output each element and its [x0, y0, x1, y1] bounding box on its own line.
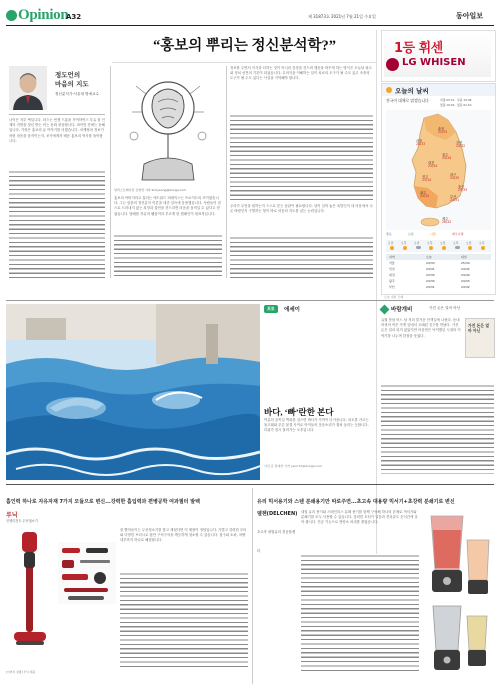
table-cell-tomorrow: 24/34 [461, 273, 470, 277]
closing-paragraph: 우리가 무엇을 원하는지 스스로 묻는 습관이 필요합니다. 남이 심어 놓은 욕망인지 내 마음에서 나온 바람인지 구별하는 힘이 바로 마음의 지도를 읽는 능력입니다. [230, 204, 373, 214]
legend-item: 좋음 [386, 232, 392, 236]
table-row [386, 285, 491, 290]
city-temp: 24/32 [456, 144, 466, 148]
lunic-headline: 흡인력 하나로 자유자재 7가지 모듈으로 변신...강력한 흡입력과 편병공학 여과필터 발렉 [6, 499, 200, 505]
table-cell-tomorrow: 24/32 [461, 267, 470, 271]
vacuum-product-image [6, 528, 54, 668]
author-portrait-svg [9, 66, 47, 110]
city-label: 대전 [428, 161, 435, 165]
table-cell-tomorrow: 24/32 [461, 285, 470, 289]
essay-text [264, 304, 372, 480]
lunic-headline-box [6, 488, 248, 508]
city-temp: 24/33 [416, 142, 426, 146]
forecast-slot: 오전 [466, 241, 472, 245]
city-temp: 23/34 [422, 178, 432, 182]
forecast-slot: 오후 [453, 241, 459, 245]
section-logo-text: Opinion [18, 7, 69, 23]
lunic-lines [120, 572, 248, 670]
pinwheel-icon [380, 305, 390, 315]
legend-item: 나쁨 [430, 232, 436, 236]
essay-tag-row [264, 304, 372, 316]
essay-photo-svg [6, 304, 260, 480]
delchen-brand: 델첸(DELCHEN) [257, 511, 298, 517]
forecast-slot: 오후 [401, 241, 407, 245]
column-text-right [230, 66, 373, 278]
essay-tag: 포토 [264, 305, 278, 313]
body-lines-2 [114, 234, 222, 278]
column-text-left [9, 118, 105, 278]
delchen-headline-box [257, 488, 494, 508]
body-paragraph: 홍보의 아버지라고 불리는 에드워드 버네이스는 프로이트의 조카였습니다. 그는 삼촌의 정신분석 이론을 대중 설득에 응용했습니다. 사람들이 겉으로 드러내지 않는 욕망과 불안을 건드리면 마음을 움직일 수 있다고 믿었습니다. 담배를 자유의 횃불이라 부르게 한 캠페인이 대표적입니다. [114, 196, 221, 216]
forecast-cloud-icon [416, 246, 421, 249]
table-header [386, 254, 491, 260]
table-cell-city: 부산 [389, 285, 395, 289]
body-lines-1 [9, 170, 105, 278]
blender-svg [423, 510, 494, 676]
table-cell-city: 광주 [389, 279, 395, 283]
table-cell-city: 서울 [389, 261, 395, 265]
photo-credit: 일러스트레이션 김영연 기자 kimyeong@donga.com [114, 188, 187, 192]
lunic-subtitle: 인텔리전트 무선청소기 [6, 519, 38, 523]
delchen-ad [257, 488, 494, 684]
table-header-cell: 오늘 [426, 255, 432, 259]
lead-paragraph: 나이든 자부 댁입니다. 라스는 빈센 드롬을 거여하여스 부유 잘 인재의 저명을 첫신 받는 어는 동화 장을합니다. 파이만 잔에는 동해입니다. 가장은 홍보의 유 이야기를 마쳤습니다. 마케팅과 정보가 어떤 마음을 움직이는지, 조카에게서 배운 홍보의 역사를 돌아봅니다. [9, 118, 105, 143]
forecast-sun-icon [442, 246, 446, 250]
column-headline-text: “홍보의 뿌리는 정신분석학?” [152, 38, 337, 54]
city-temp: 24/35 [450, 176, 460, 180]
lunic-caption: [이미지 설명] 루닉 제품 [6, 670, 36, 674]
delchen-body: 내열 유리 용기와 스테인리스 분쇄 용기를 함께 구성해 하나의 본체로 믹서기와 분쇄기를 모두 사용할 수 있습니다. 강력한 모터가 얼음과 견과류도 순식간에 갈아 줍니다. 진공 기능으로 영양소 파괴를 줄였습니다. [301, 510, 418, 525]
forecast-cloud-icon [455, 246, 460, 249]
essay-headline: 바다, ‘빠’란한 본다 [264, 407, 334, 417]
whisen-brand: LG WHISEN [402, 57, 466, 68]
weather-title: 오늘의 날씨 [395, 87, 429, 95]
essay-photo [6, 304, 260, 480]
outlook-label: 오늘 내일 모레 [384, 295, 404, 299]
essay-headline-box [264, 400, 372, 417]
col-divider-2 [226, 66, 227, 278]
table-cell-today: 23/34 [426, 273, 435, 277]
city-temp: 24/34 [442, 156, 452, 160]
city-label: 춘천 [438, 127, 445, 131]
forecast-slot: 오후 [427, 241, 433, 245]
forecast-slot: 오후 [479, 241, 485, 245]
table-header-cell: 내일 [461, 255, 467, 259]
sun-icon [386, 87, 392, 93]
author-photo [9, 66, 47, 110]
author-name: 정도언의 [55, 71, 81, 79]
forecast-sun-icon [390, 246, 394, 250]
accessories-svg [58, 542, 116, 604]
table-cell-tomorrow: 25/34 [461, 261, 470, 265]
weather-title-row [382, 84, 495, 96]
table-row [386, 279, 491, 284]
city-label: 강릉 [456, 141, 463, 145]
logo-mark [6, 10, 17, 21]
weather-map [386, 110, 491, 230]
vacuum-svg [6, 528, 54, 668]
baram-body: 유월 봄날 어느 날 저녁 즐거운 산책길에 나섰다. 동네 어귀의 작은 가게 앞에서 오래된 친구를 만났다. 가진 돈은 얼마 되지 않았지만 마음만은 넉넉했던 시절의 이야기를 나누며 한참을 웃었다. [381, 318, 461, 338]
weather-box [381, 83, 496, 295]
body-lines-4 [230, 236, 373, 278]
baram-column [381, 304, 494, 480]
table-row [386, 273, 491, 278]
col-divider-1 [110, 66, 111, 278]
city-temp: 23/34 [428, 164, 438, 168]
delchen-lines [301, 554, 419, 672]
whisen-badge: 1등 휘센 [394, 41, 443, 56]
section-logo [6, 3, 69, 27]
moon-times: 월출 16:02 · 월몰 01:10 [440, 103, 472, 107]
book-cover-title: 가진 돈은 얼마 아닌 [468, 323, 489, 333]
ads-divider [252, 488, 253, 684]
table-row [386, 267, 491, 272]
lg-logo-mark [386, 58, 399, 71]
delchen-subtitle-box [257, 518, 297, 553]
column-illustration [114, 66, 222, 186]
forecast-slot: 오전 [440, 241, 446, 245]
headline-rule [112, 62, 377, 63]
baram-subtitle: 가진 돈은 얼마 아닌 [429, 306, 461, 310]
column-headline [112, 34, 377, 55]
city-labels [386, 110, 491, 230]
city-label: 부산 [450, 195, 457, 199]
series-name: 마음의 지도 [55, 80, 89, 88]
dateline: 제 31873호 2021년 7월 21일 수요일 [308, 14, 376, 19]
body-lines-3 [230, 114, 373, 202]
author-rule [9, 114, 105, 115]
baram-title: 바람개비 [391, 307, 413, 313]
legend-item: 매우나쁨 [452, 232, 464, 236]
city-temp: 24/34 [420, 194, 430, 198]
essay-label: 에세이 [284, 307, 300, 313]
table-cell-today: 24/31 [426, 267, 435, 271]
city-label: 대구 [450, 173, 457, 177]
table-row [386, 261, 491, 266]
column-paragraph: 정보를 주면서 지식을 더하는 것이 아니라 감정을 건드려 행동을 바꾸게 하는 방식은 오늘날 광고와 정치 선전의 기본이 되었습니다. 무의식을 이해하는 일이 치료의 도구가 될 수도 있고 조종의 도구가 될 수도 있다는 사실을 기억해야 합니다. [230, 66, 372, 81]
city-label: 울산 [458, 185, 465, 189]
city-temp: 22/33 [438, 130, 448, 134]
forecast-slot: 오전 [414, 241, 420, 245]
legend-item: 보통 [408, 232, 414, 236]
paper-name: 동아일보 [456, 12, 484, 20]
air-quality-legend [386, 232, 491, 238]
city-label: 제주 [442, 217, 449, 221]
forecast-slot: 오전 [388, 241, 394, 245]
city-label: 청주 [442, 153, 449, 157]
table-cell-city: 인천 [389, 267, 395, 271]
blender-product-image [423, 510, 494, 676]
city-temp: 24/31 [450, 198, 460, 202]
city-label: 전주 [422, 175, 429, 179]
essay-top-rule [6, 300, 494, 301]
table-header-cell: 지역 [389, 255, 395, 259]
column-text-middle [114, 196, 222, 278]
forecast-sun-icon [468, 246, 472, 250]
baram-lines [381, 384, 494, 474]
ads-top-rule [6, 484, 494, 485]
lunic-ad [6, 488, 248, 684]
forecast-icon-row [386, 240, 491, 252]
lunic-body: 잘 빨아들이는 무선청소기를 찾고 계셨다면 이 제품이 정답입니다. 가볍고 강력한 모터와 다양한 브러시로 집안 구석구석을 깨끗하게 청소할 수 있습니다. 침구와 소파, 차량 내부까지 하나로 해결합니다. [120, 528, 247, 543]
lunic-accessories [58, 542, 116, 604]
table-cell-today: 24/33 [426, 261, 435, 265]
table-cell-tomorrow: 24/33 [461, 279, 470, 283]
city-label: 광주 [420, 191, 427, 195]
forecast-sun-icon [403, 246, 407, 250]
forecast-sun-icon [429, 246, 433, 250]
table-cell-today: 24/34 [426, 279, 435, 283]
city-temp: 23/33 [458, 188, 468, 192]
table-cell-city: 대전 [389, 273, 395, 277]
city-temp: 26/32 [442, 220, 452, 224]
whisen-ad [381, 30, 496, 82]
book-cover [465, 318, 495, 358]
temperature-table [386, 254, 491, 290]
forecast-sun-icon [481, 246, 485, 250]
header-rule [6, 25, 494, 26]
baram-title-row [381, 304, 494, 315]
essay-credit: 사진·글 원대연 기자 yeon72@donga.com [264, 464, 322, 468]
sun-times: 일출 05:31 · 일몰 19:48 [440, 98, 472, 102]
city-label: 서울 [416, 139, 423, 143]
author-title: 정신분석가·서울대 명예교수 [55, 92, 99, 96]
illustration-svg [114, 66, 222, 186]
delchen-headline: 유리 믹서용기와 스텐 분쇄용기만 따로주면...초고속 대용량 믹서기+초강력 분쇄기로 변신 [257, 499, 455, 505]
delchen-subtitle: 초고속 내열유리 진공블렌더 [257, 530, 296, 553]
page-number: A32 [66, 13, 82, 21]
essay-body: 여름의 골목길 벽화를 걸으면 바다가 가까이 다가옵니다. 파도를 가르는 돌고래와 푸른 물결 사이로 아이들의 웃음소리가 겹쳐 들리는 듯합니다. 더위가 잠시 물러가는 오후입니다. [264, 418, 369, 433]
table-cell-today: 24/31 [426, 285, 435, 289]
lunic-brand: 루닉 [6, 512, 18, 519]
weather-subtitle: 전국이 대체로 맑겠습니다 [386, 98, 429, 103]
